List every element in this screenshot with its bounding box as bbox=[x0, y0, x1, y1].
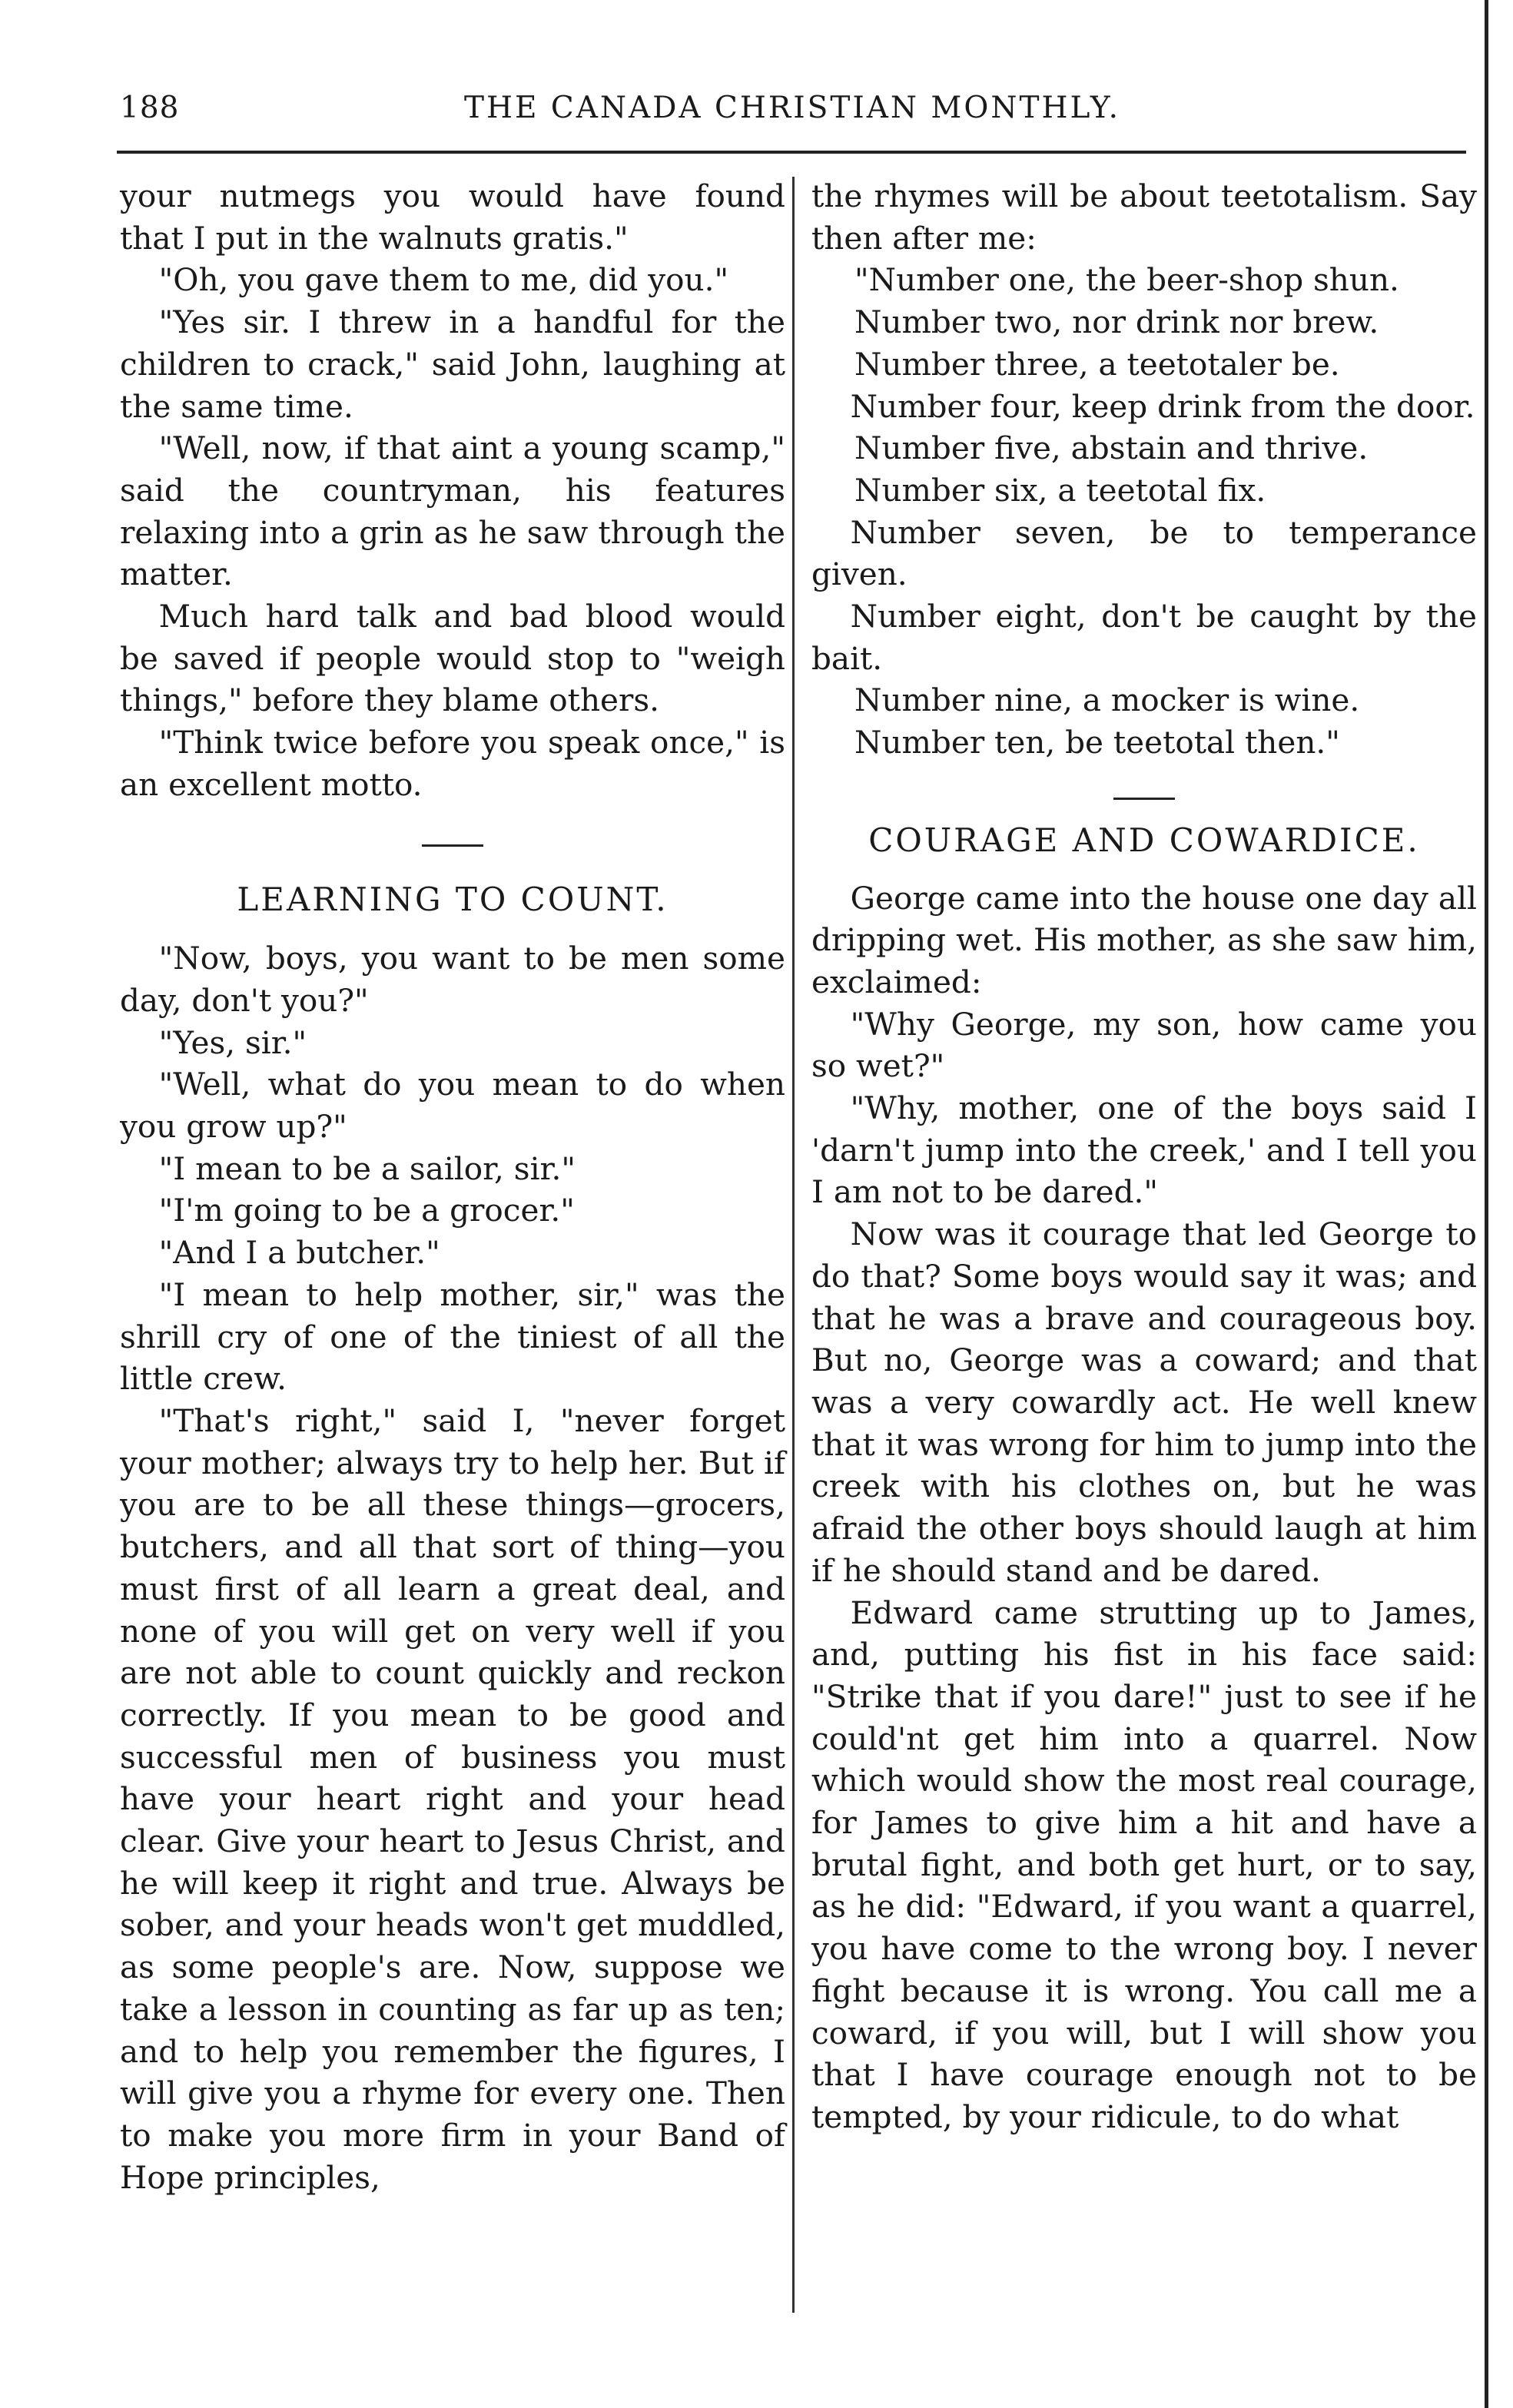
paragraph: "I mean to help mother, sir," was the shrill cry of one of the tiniest of all the little crew. bbox=[120, 1275, 785, 1398]
verse-line: Number eight, don't be caught by the bait. bbox=[811, 598, 1477, 677]
paragraph: Edward came strutting up to James, and, putting his fist in his face said: "Strike that if you dare!" just to see if he could'nt get him into a quarrel. Now which would show the most real courage, for James to give him a hit and have a brutal fight, and both get hurt, or to say, as he did: "Edward, if you want a quarrel, you have come to the wrong boy. I never fight because it is wrong. You call me a coward, if you will, but I will show you that I have courage enough not to be tempted, by your ridicule, to do what bbox=[811, 1594, 1477, 2135]
paragraph: Now was it courage that led George to do that? Some boys would say it was; and that he was a brave and courageous boy. But no, George was a coward; and that was a very cowardly act. He well knew that it was wrong for him to jump into the creek with his clothes on, but he was afraid the other boys should laugh at him if he should stand and be dared. bbox=[811, 1216, 1477, 1589]
paragraph: that I put in the walnuts gratis." bbox=[120, 219, 629, 257]
verse-line: Number seven, be to temperance given. bbox=[811, 513, 1477, 593]
right-column bbox=[811, 175, 1477, 2138]
paragraph: "That's right," said I, "never forget your mother; always try to help her. But if you are to be all these things—grocers, butchers, and all that sort of thing—you must first of all learn a great deal, and none of you will get on very well if you are not able to count quickly and reckon correctly. If you mean to be good and successful men of business you must have your heart right and your head clear. Give your heart to Jesus Christ, and he will keep it right and true. Always be sober, and your heads won't get muddled, as some people's are. Now, suppose we take a lesson in counting as far up as ten; and to help you remember the figures, I will give you a rhyme for every one. Then to make you more firm in your Band of Hope principles, bbox=[120, 1401, 785, 2196]
column-divider bbox=[792, 177, 795, 2313]
paragraph: "Why, mother, one of the boys said I 'darn't jump into the creek,' and I tell you I am not to be dared." bbox=[811, 1090, 1477, 1211]
running-title: THE CANADA CHRISTIAN MONTHLY. bbox=[463, 91, 1121, 125]
paragraph: "I mean to be a sailor, sir." bbox=[158, 1149, 576, 1187]
verse-line: Number ten, be teetotal then." bbox=[854, 724, 1340, 761]
page-number: 188 bbox=[120, 91, 180, 125]
header-rule bbox=[117, 151, 1466, 154]
paragraph: "Now, boys, you want to be men some day, don't you?" bbox=[120, 940, 785, 1019]
paragraph: your nutmegs you would have found bbox=[120, 177, 785, 214]
paragraph: "Yes, sir." bbox=[158, 1023, 307, 1061]
section-title: LEARNING TO COUNT. bbox=[237, 880, 669, 918]
paragraph: "And I a butcher." bbox=[158, 1234, 440, 1272]
verse-line: Number three, a teetotaler be. bbox=[854, 345, 1340, 383]
paragraph: "Why George, my son, how came you so wet?" bbox=[811, 1005, 1477, 1085]
paragraph: Much hard talk and bad blood would be saved if people would stop to "weigh things," before they blame others. bbox=[120, 598, 785, 719]
verse-line: Number four, keep drink from the door. bbox=[850, 387, 1475, 425]
paragraph: "Yes sir. I threw in a handful for the children to crack," said John, laughing at the same time. bbox=[120, 303, 785, 425]
paragraph: "Well, now, if that aint a young scamp," said the countryman, his features relaxing into a grin as he saw through the matter. bbox=[120, 430, 785, 593]
verse-line: Number five, abstain and thrive. bbox=[854, 430, 1369, 467]
paragraph: George came into the house one day all dripping wet. His mother, as she saw him, exclaimed: bbox=[811, 879, 1477, 1000]
verse-line: "Number one, the beer-shop shun. bbox=[854, 261, 1399, 299]
paragraph: "I'm going to be a grocer." bbox=[158, 1192, 575, 1229]
verse-line: Number six, a teetotal fix. bbox=[854, 471, 1266, 509]
verse-line: Number two, nor drink nor brew. bbox=[854, 303, 1379, 341]
page-header bbox=[120, 91, 1465, 137]
paragraph: "Well, what do you mean to do when you grow up?" bbox=[120, 1066, 785, 1146]
section-title: COURAGE AND COWARDICE. bbox=[868, 821, 1420, 859]
page-edge-line bbox=[1485, 0, 1488, 2408]
left-column bbox=[120, 175, 785, 2198]
verse-line: Number nine, a mocker is wine. bbox=[854, 682, 1360, 719]
paragraph: "Think twice before you speak once," is an excellent motto. bbox=[120, 724, 785, 803]
paragraph: the rhymes will be about teetotalism. Say then after me: bbox=[811, 177, 1477, 257]
paragraph: "Oh, you gave them to me, did you." bbox=[158, 261, 729, 299]
